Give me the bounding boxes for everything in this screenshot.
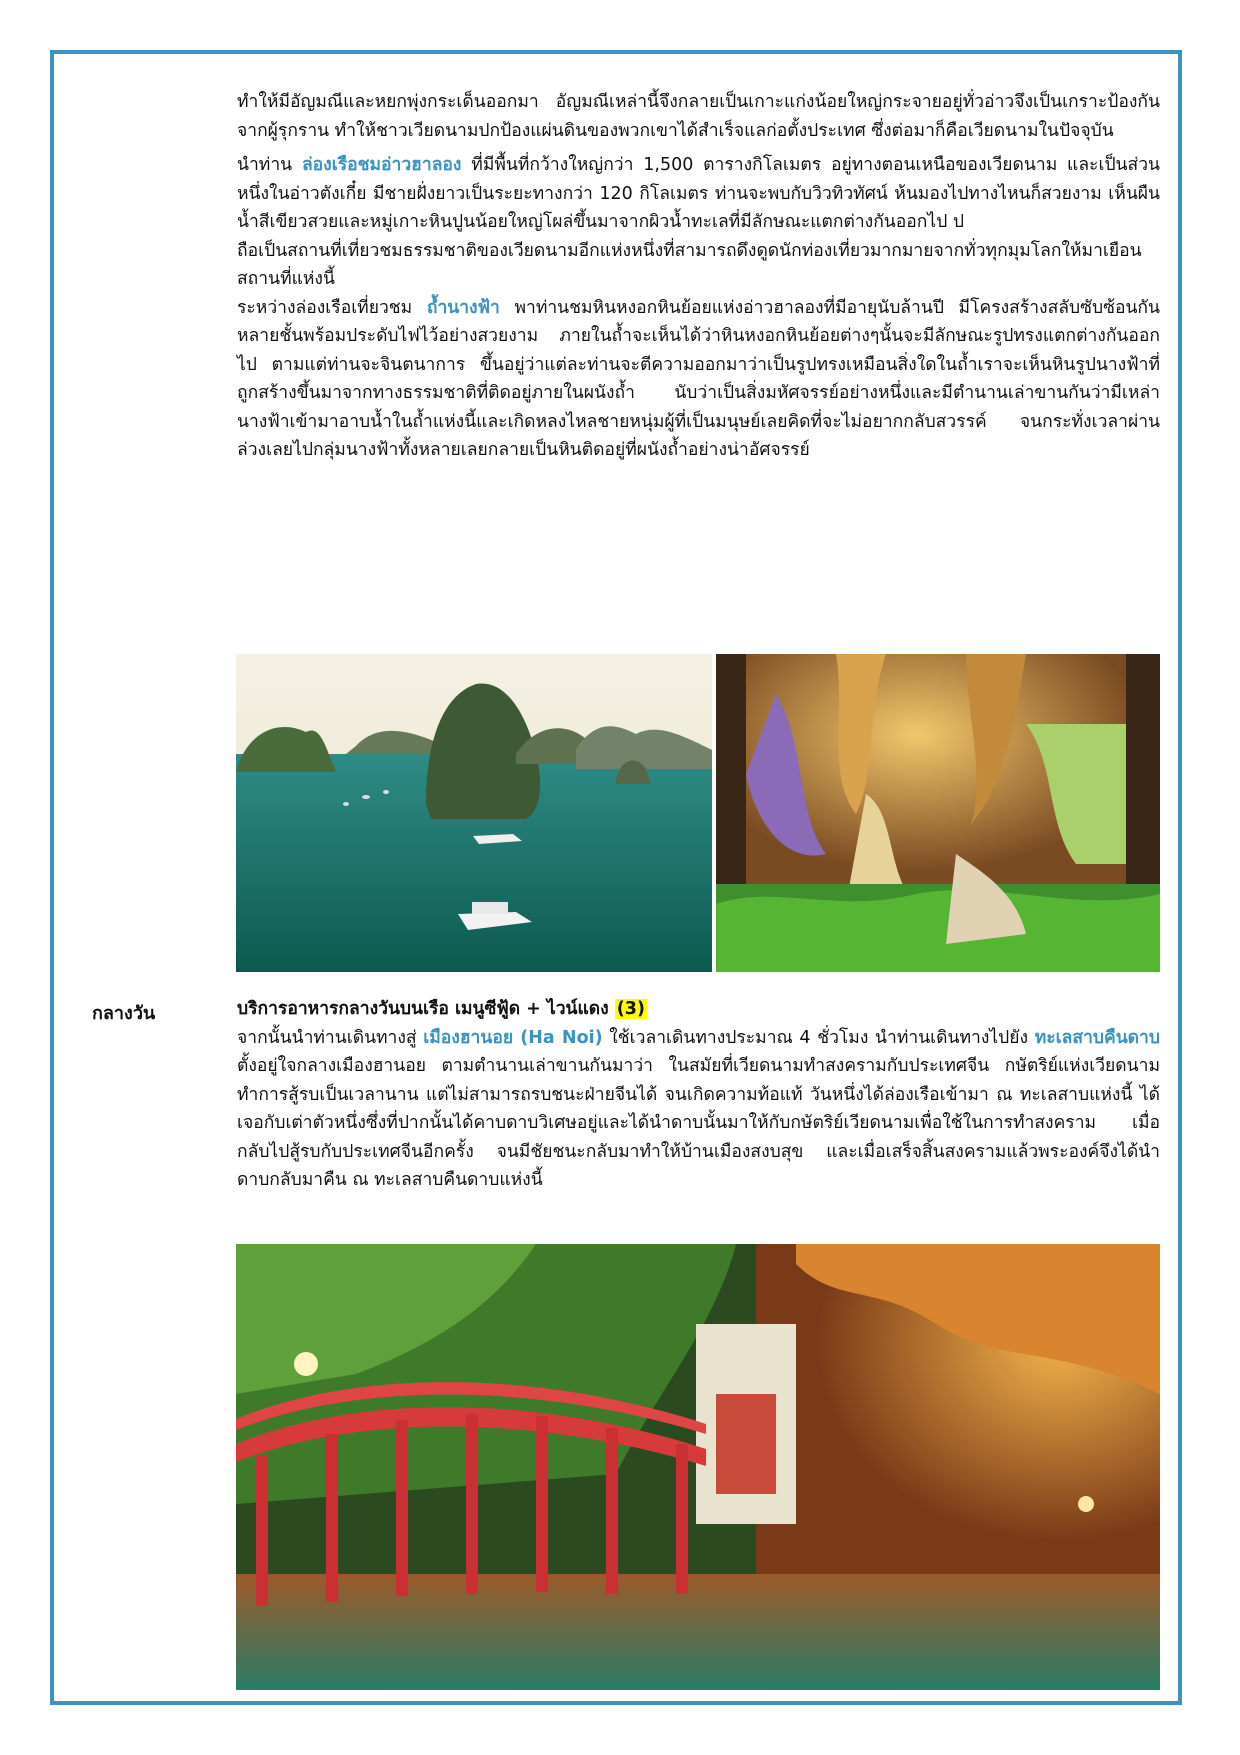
day-label-lunch: กลางวัน (92, 1003, 156, 1024)
top-text-block (237, 88, 1160, 465)
highlight-halong-cruise: ล่องเรือชมอ่าวฮาลอง (301, 155, 462, 175)
lunch-title: บริการอาหารกลางวันบนเรือ เมนูซีฟู้ด + ไวน์แดง (237, 999, 615, 1019)
lunch-line (237, 995, 1160, 1024)
paragraph-fairy-cave: ระหว่างล่องเรือเที่ยวชม ถ้ำนางฟ้า พาท่านชมหินหงอกหินย้อยแห่งอ่าวฮาลองที่มีอายุนับล้านปี มีโครงสร้างสลับซับซ้อนกันหลายชั้นพร้อมประดับไฟไว้อย่างสวยงาม ภายในถ้ำจะเห็นได้ว่าหินหงอกหินย้อยต่างๆนั้นจะมีลักษณะรูปทรงแตกต่างกันออกไป ตามแต่ท่านจะจินตนาการ ขึ้นอยู่ว่าแต่ละท่านจะตีความออกมาว่าเป็นรูปทรงเหมือนสิ่งใดในถ้ำเราจะเห็นหินรูปนางฟ้าที่ถูกสร้างขึ้นมาจากทางธรรมชาติที่ติดอยู่ภายในผนังถ้ำ นับว่าเป็นสิ่งมหัศจรรย์อย่างหนึ่งและมีตำนานเล่าขานกันว่ามีเหล่านางฟ้าเข้ามาอาบน้ำในถ้ำแห่งนี้และเกิดหลงไหลชายหนุ่มผู้ที่เป็นมนุษย์เลยคิดที่จะไม่อยากกลับสวรรค์ จนกระทั่งเวลาผ่านล่วงเลยไปกลุ่มนางฟ้าทั้งหลายเลยกลายเป็นหินติดอยู่ที่ผนังถ้ำอย่างน่าอัศจรรย์ (237, 297, 1160, 460)
meal-badge: (3) (616, 999, 645, 1019)
bottom-text-block (237, 995, 1160, 1195)
highlight-hoan-kiem-lake: ทะเลสาบคืนดาบ (1034, 1027, 1160, 1048)
paragraph-halong-bay-cont: ถือเป็นสถานที่เที่ยวชมธรรมชาติของเวียดนามอีกแห่งหนึ่งที่สามารถดึงดูดนักท่องเที่ยวมากมายจากทั่วทุกมุมโลกให้มาเยือนสถานที่แห่งนี้ (237, 240, 1142, 289)
red-bridge-photo (236, 1244, 1160, 1690)
paragraph-hanoi: จากนั้นนำท่านเดินทางสู่ เมืองฮานอย (Ha Noi) ใช้เวลาเดินทางประมาณ 4 ชั่วโมง นำท่านเดินทางไปยัง ทะเลสาบคืนดาบ ตั้งอยู่ใจกลางเมืองฮานอย ตามตำนานเล่าขานกันมาว่า ในสมัยที่เวียดนามทำสงครามกับประเทศจีน กษัตริย์แห่งเวียดนามทำการสู้รบเป็นเวลานาน แต่ไม่สามารถรบชนะฝ่ายจีนได้ จนเกิดความท้อแท้ วันหนึ่งได้ล่องเรือเข้ามา ณ ทะเลสาบแห่งนี้ ได้เจอกับเต่าตัวหนึ่งซึ่งที่ปากนั้นได้คาบดาบวิเศษอยู่และได้นำดาบนั้นมาให้กับกษัตริย์เวียดนามเพื่อใช้ในการทำสงคราม เมื่อกลับไปสู้รบกับประเทศจีนอีกครั้ง จนมีชัยชนะกลับมาทำให้บ้านเมืองสงบสุข และเมื่อเสร็จสิ้นสงครามแล้วพระองค์จึงได้นำ ดาบกลับมาคืน ณ ทะเลสาบคืนดาบแห่งนี้ (237, 1027, 1160, 1190)
paragraph-legend: ทำให้มีอัญมณีและหยกพุ่งกระเด็นออกมา อัญมณีเหล่านี้จึงกลายเป็นเกาะแก่งน้อยใหญ่กระจายอยู่ทั่วอ่าวจึงเป็นเกราะป้องกันจากผู้รุกราน ทำให้ชาวเวียดนามปกป้องแผ่นดินของพวกเขาได้สำเร็จแลก่อตั้งประเทศ ซึ่งต่อมาก็คือเวียดนามในปัจจุบัน (237, 92, 1160, 141)
fairy-cave-photo (716, 654, 1160, 972)
halong-bay-photo (236, 654, 712, 972)
highlight-fairy-cave: ถ้ำนางฟ้า (426, 297, 500, 318)
paragraph-halong-bay: นำท่าน ล่องเรือชมอ่าวฮาลอง ที่มีพื้นที่กว้างใหญ่กว่า 1,500 ตารางกิโลเมตร อยู่ทางตอนเหนือของเวียดนาม และเป็นส่วนหนึ่งในอ่าวตังเกี๋ย มีชายฝั่งยาวเป็นระยะทางกว่า 120 กิโลเมตร ท่านจะพบกับวิวทิวทัศน์ ห้นมองไปทางไหนก็สวยงาม เห็นผืนน้ำสีเขียวสวยและหมู่เกาะหินปูนน้อยใหญ่โผล่ขึ้นมาจากผิวน้ำทะเลที่มีลักษณะแตกต่างกันออกไป ป (237, 155, 1160, 232)
highlight-hanoi: เมืองฮานอย (Ha Noi) (423, 1027, 603, 1048)
